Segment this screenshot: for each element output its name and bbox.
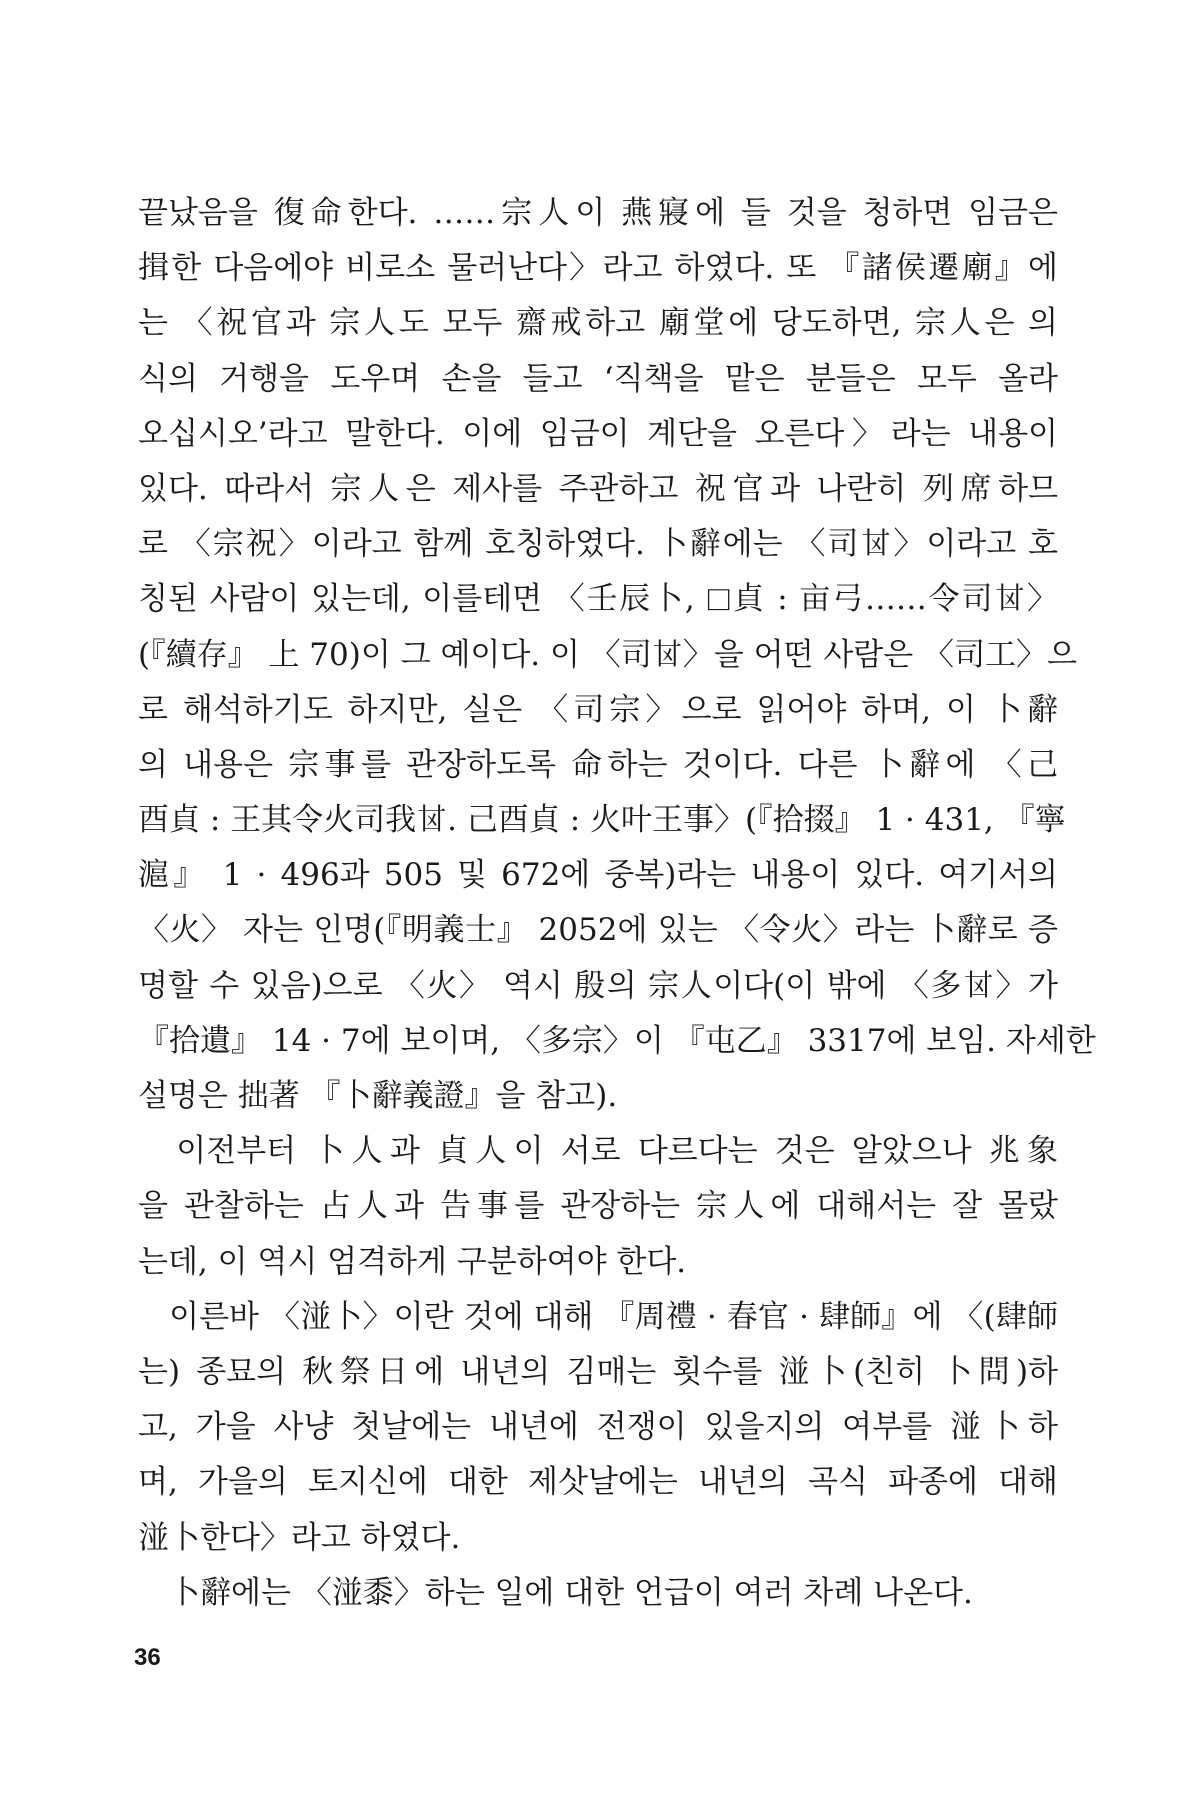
text-line: 설명은 拙著 『卜辭義證』을 참고). (138, 1078, 618, 1114)
text-line: 는 〈祝官과 宗人도 모두 齋戒하고 廟堂에 당도하면, 宗人은 의 (138, 305, 1058, 342)
text-line: 로 해석하기도 하지만, 실은 〈司宗〉으로 읽어야 하며, 이 卜辭 (138, 691, 1058, 728)
text-line: 酉貞 : 王其令火司我𠀠. 己酉貞 : 火叶王事〉(『拾掇』 1 · 431, 『寧 (138, 802, 1066, 839)
text-line: 卜辭에는 〈湴黍〉하는 일에 대한 언급이 여러 차례 나온다. (138, 1574, 973, 1611)
text-line: 식의 거행을 도우며 손을 들고 ‘직책을 맡은 분들은 모두 올라 (138, 360, 1058, 397)
text-line: 이전부터 卜人과 貞人이 서로 다르다는 것은 알았으나 兆象 (138, 1133, 1058, 1170)
text-line: 『拾遺』 14 · 7에 보이며, 〈多宗〉이 『屯乙』 3317에 보임. 자세한 (138, 1022, 1096, 1059)
page-number: 36 (134, 1644, 161, 1671)
text-line: 는데, 이 역시 엄격하게 구분하여야 한다. (138, 1243, 687, 1280)
text-line: 는) 종묘의 秋祭日에 내년의 김매는 횟수를 湴卜(친히 卜問)하 (138, 1353, 1058, 1390)
text-line: 며, 가을의 토지신에 대한 제삿날에는 내년의 곡식 파종에 대해 (138, 1464, 1058, 1501)
text-line: 을 관찰하는 占人과 告事를 관장하는 宗人에 대해서는 잘 몰랐 (138, 1188, 1058, 1225)
text-line: (『續存』 上 70)이 그 예이다. 이 〈司𠀠〉을 어떤 사람은 〈司工〉으 (138, 636, 1077, 673)
text-line: 명할 수 있음)으로 〈火〉 역시 殷의 宗人이다(이 밖에 〈多𠀠〉가 (138, 967, 1058, 1004)
text-line: 의 내용은 宗事를 관장하도록 命하는 것이다. 다른 卜辭에 〈己 (138, 746, 1058, 783)
text-line: 滬』 1 · 496과 505 및 672에 중복)라는 내용이 있다. 여기서의 (138, 857, 1058, 894)
body-text (138, 186, 1096, 1621)
text-line: 로 〈宗祝〉이라고 함께 호칭하였다. 卜辭에는 〈司𠀠〉이라고 호 (138, 526, 1058, 563)
text-line: 揖한 다음에야 비로소 물러난다〉라고 하였다. 또 『諸侯遷廟』에 (138, 250, 1058, 287)
text-line: 이른바 〈湴卜〉이란 것에 대해 『周禮 · 春官 · 肆師』에 〈(肆師 (138, 1298, 1058, 1335)
text-line: 오십시오’라고 말한다. 이에 임금이 계단을 오른다〉라는 내용이 (138, 415, 1058, 452)
text-line: 끝났음을 復命한다. ……宗人이 燕寢에 들 것을 청하면 임금은 (138, 195, 1058, 231)
text-line: 〈火〉 자는 인명(『明義士』 2052에 있는 〈令火〉라는 卜辭로 증 (138, 912, 1058, 949)
text-line: 湴卜한다〉라고 하였다. (138, 1519, 461, 1556)
text-line: 있다. 따라서 宗人은 제사를 주관하고 祝官과 나란히 列席하므 (138, 470, 1058, 507)
text-line: 고, 가을 사냥 첫날에는 내년에 전쟁이 있을지의 여부를 湴卜하 (138, 1409, 1058, 1446)
text-line: 칭된 사람이 있는데, 이를테면 〈壬辰卜, ☐貞 : 亩弓……令司𠀠〉 (138, 581, 1058, 618)
